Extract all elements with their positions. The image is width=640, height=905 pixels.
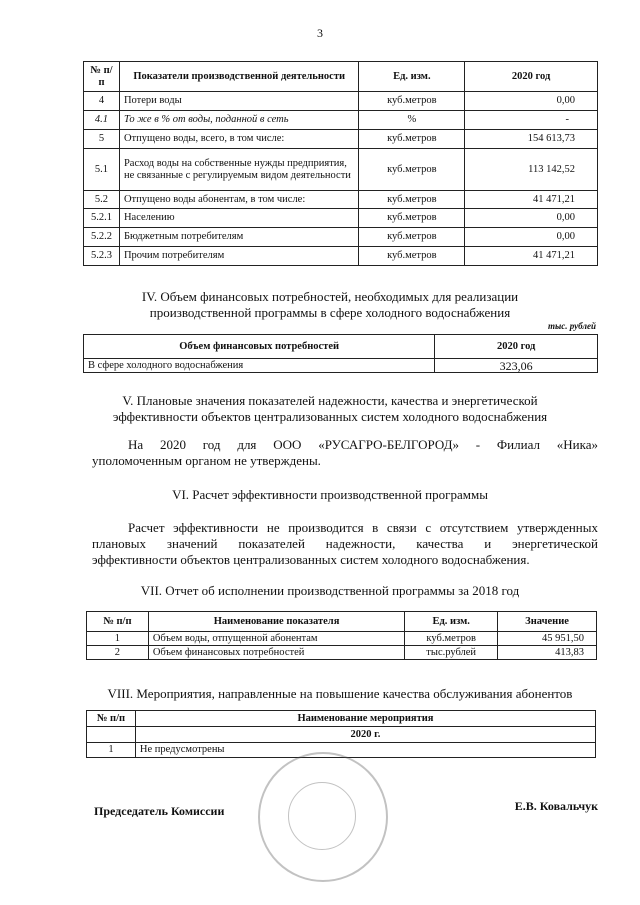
section-6-paragraph [92,520,598,568]
table-header-row [87,711,596,727]
section-4-title-line-1: IV. Объем финансовых потребностей, необходимых для реализации [141,289,519,304]
row-unit: тыс.рублей [405,646,498,660]
row-name: Объем финансовых потребностей [148,646,404,660]
table-row [84,209,598,228]
section-8-title: VIII. Мероприятия, направленные на повышение качества обслуживания абонентов [107,686,573,701]
table-row [87,632,597,646]
table-row [84,149,598,191]
row-unit: куб.метров [359,92,465,111]
row-name: Отпущено воды, всего, в том числе: [119,130,358,149]
production-indicators-table [83,61,598,266]
row-value: 0,00 [465,228,598,247]
row-name: То же в % от воды, поданной в сеть [119,111,358,130]
header-financial-needs: Объем финансовых потребностей [84,335,435,359]
row-name: Отпущено воды абонентам, в том числе: [119,191,358,209]
header-year: 2020 год [435,335,598,359]
header-indicator: Показатели производственной деятельности [119,62,358,92]
year-row [87,727,596,743]
year-empty-cell [87,727,136,743]
header-num: № п/п [87,612,149,632]
official-stamp-inner-ring [288,782,356,850]
section-6-paragraph-line-1: Расчет эффективности не производится в связи с отсутствием утвержденных [128,520,598,535]
official-stamp-seal [258,752,388,882]
row-num: 5 [84,130,120,149]
row-value: 413,83 [498,646,597,660]
signature-name: Е.В. Ковальчук [514,799,598,813]
activities-table [86,710,596,758]
row-name: Не предусмотрены [135,743,595,758]
header-value: Значение [498,612,597,632]
signature-title: Председатель Комиссии [94,804,225,818]
header-year: 2020 год [465,62,598,92]
section-5-paragraph-line-1: На 2020 год для ООО «РУСАГРО-БЕЛГОРОД» - Филиал «Ника» [128,437,598,452]
row-num: 5.2.3 [84,247,120,266]
row-name: Потери воды [119,92,358,111]
header-unit: Ед. изм. [359,62,465,92]
header-activity-name: Наименование мероприятия [135,711,595,727]
row-unit: куб.метров [359,209,465,228]
row-name: Прочим потребителям [119,247,358,266]
section-5-paragraph [92,437,598,469]
header-unit: Ед. изм. [405,612,498,632]
table-row [84,191,598,209]
row-value: 41 471,21 [465,247,598,266]
program-report-table [86,611,597,660]
row-name: Расход воды на собственные нужды предприятия, не связанные с регулируемым видом деятельности [119,149,358,191]
row-value: - [465,111,598,130]
units-note: тыс. рублей [547,321,596,331]
row-value: 0,00 [465,209,598,228]
row-value: 0,00 [465,92,598,111]
row-name: Бюджетным потребителям [119,228,358,247]
section-5-paragraph-line-2: уполомоченным органом не утверждены. [92,453,321,468]
table-row [87,646,597,660]
table-header-row [84,62,598,92]
row-value: 323,06 [435,359,598,373]
row-name: Населению [119,209,358,228]
row-name: Объем воды, отпущенной абонентам [148,632,404,646]
section-5-title-line-1: V. Плановые значения показателей надежности, качества и энергетической [122,393,538,408]
row-num: 5.2.2 [84,228,120,247]
table-header-row [84,335,598,359]
table-row [84,359,598,373]
row-num: 1 [87,632,149,646]
section-7-title: VII. Отчет об исполнении производственной программы за 2018 год [140,583,520,598]
row-unit: куб.метров [359,130,465,149]
row-num: 2 [87,646,149,660]
row-unit: куб.метров [405,632,498,646]
row-value: 154 613,73 [465,130,598,149]
section-5-title-line-2: эффективности объектов централизованных систем холодного водоснабжения [112,409,548,424]
table-header-row [87,612,597,632]
row-num: 5.2 [84,191,120,209]
section-4-title [60,289,600,321]
row-unit: куб.метров [359,247,465,266]
row-unit: куб.метров [359,191,465,209]
row-num: 4.1 [84,111,120,130]
row-value: 113 142,52 [465,149,598,191]
table-row [84,130,598,149]
table-row [84,228,598,247]
row-unit: куб.метров [359,149,465,191]
row-num: 5.2.1 [84,209,120,228]
table-row [84,111,598,130]
section-4-title-line-2: производственной программы в сфере холодного водоснабжения [149,305,511,320]
page-number: 3 [317,26,323,40]
header-indicator-name: Наименование показателя [148,612,404,632]
financial-needs-table [83,334,598,373]
row-num: 1 [87,743,136,758]
year-label: 2020 г. [135,727,595,743]
row-num: 4 [84,92,120,111]
row-unit: % [359,111,465,130]
header-num: № п/п [84,62,120,92]
table-row [84,247,598,266]
row-name: В сфере холодного водоснабжения [84,359,435,373]
row-unit: куб.метров [359,228,465,247]
section-5-title [60,393,600,425]
row-num: 5.1 [84,149,120,191]
section-6-paragraph-line-2: плановых значений показателей надежности, качества и энергетической [92,536,598,551]
section-6-paragraph-line-3: эффективности объектов централизованных систем холодного водоснабжения. [92,552,530,567]
table-row [84,92,598,111]
header-num: № п/п [87,711,136,727]
row-value: 45 951,50 [498,632,597,646]
row-value: 41 471,21 [465,191,598,209]
section-6-title: VI. Расчет эффективности производственной программы [172,487,488,502]
